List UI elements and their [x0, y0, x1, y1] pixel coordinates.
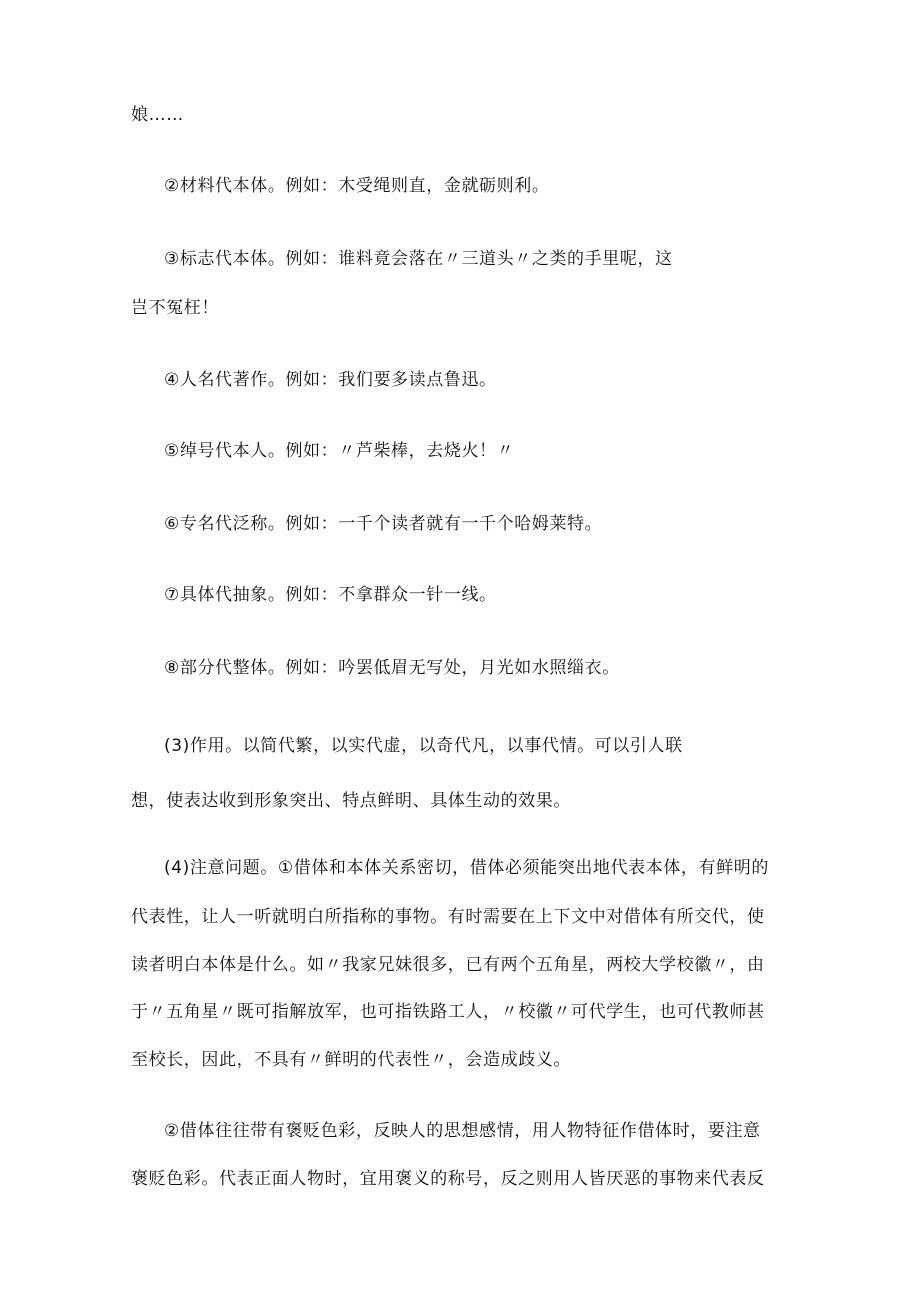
text-line: ②借体往往带有褒贬色彩，反映人的思想感情，用人物特征作借体时，要注意	[164, 1121, 761, 1141]
text-line: 褒贬色彩。代表正面人物时，宜用褒义的称号，反之则用人皆厌恶的事物来代表反	[131, 1169, 765, 1189]
text-line: 岂不冤枉！	[131, 298, 219, 318]
text-line: ⑤绰号代本人。例如：〃芦柴棒，去烧火！〃	[164, 441, 515, 461]
text-line: ③标志代本体。例如：谁料竟会落在〃三道头〃之类的手里呢，这	[164, 249, 673, 269]
text-line: 至校长，因此，不具有〃鲜明的代表性〃，会造成歧义。	[131, 1050, 571, 1070]
text-line: (3)作用。以简代繁，以实代虚，以奇代凡，以事代情。可以引人联	[164, 736, 683, 756]
text-line: 代表性，让人一听就明白所指称的事物。有时需要在上下文中对借体有所交代，使	[131, 907, 765, 927]
text-line: ⑧部分代整体。例如：吟罢低眉无写处，月光如水照缁衣。	[164, 658, 620, 678]
text-line: 读者明白本体是什么。如〃我家兄妹很多，已有两个五角星，两校大学校徽〃，由	[131, 955, 765, 975]
text-line: 于〃五角星〃既可指解放军，也可指铁路工人，〃校徽〃可代学生，也可代教师甚	[131, 1002, 765, 1022]
text-line: ⑦具体代抽象。例如：不拿群众一针一线。	[164, 585, 497, 605]
text-line: ⑥专名代泛称。例如：一千个读者就有一千个哈姆莱特。	[164, 514, 603, 534]
text-line: ②材料代本体。例如：木受绳则直，金就砺则利。	[164, 176, 550, 196]
text-line: 想，使表达收到形象突出、特点鲜明、具体生动的效果。	[131, 791, 571, 811]
text-line: 娘……	[131, 105, 184, 125]
text-line: (4)注意问题。①借体和本体关系密切，借体必须能突出地代表本体，有鲜明的	[164, 858, 769, 878]
text-line: ④人名代著作。例如：我们要多读点鲁迅。	[164, 370, 497, 390]
